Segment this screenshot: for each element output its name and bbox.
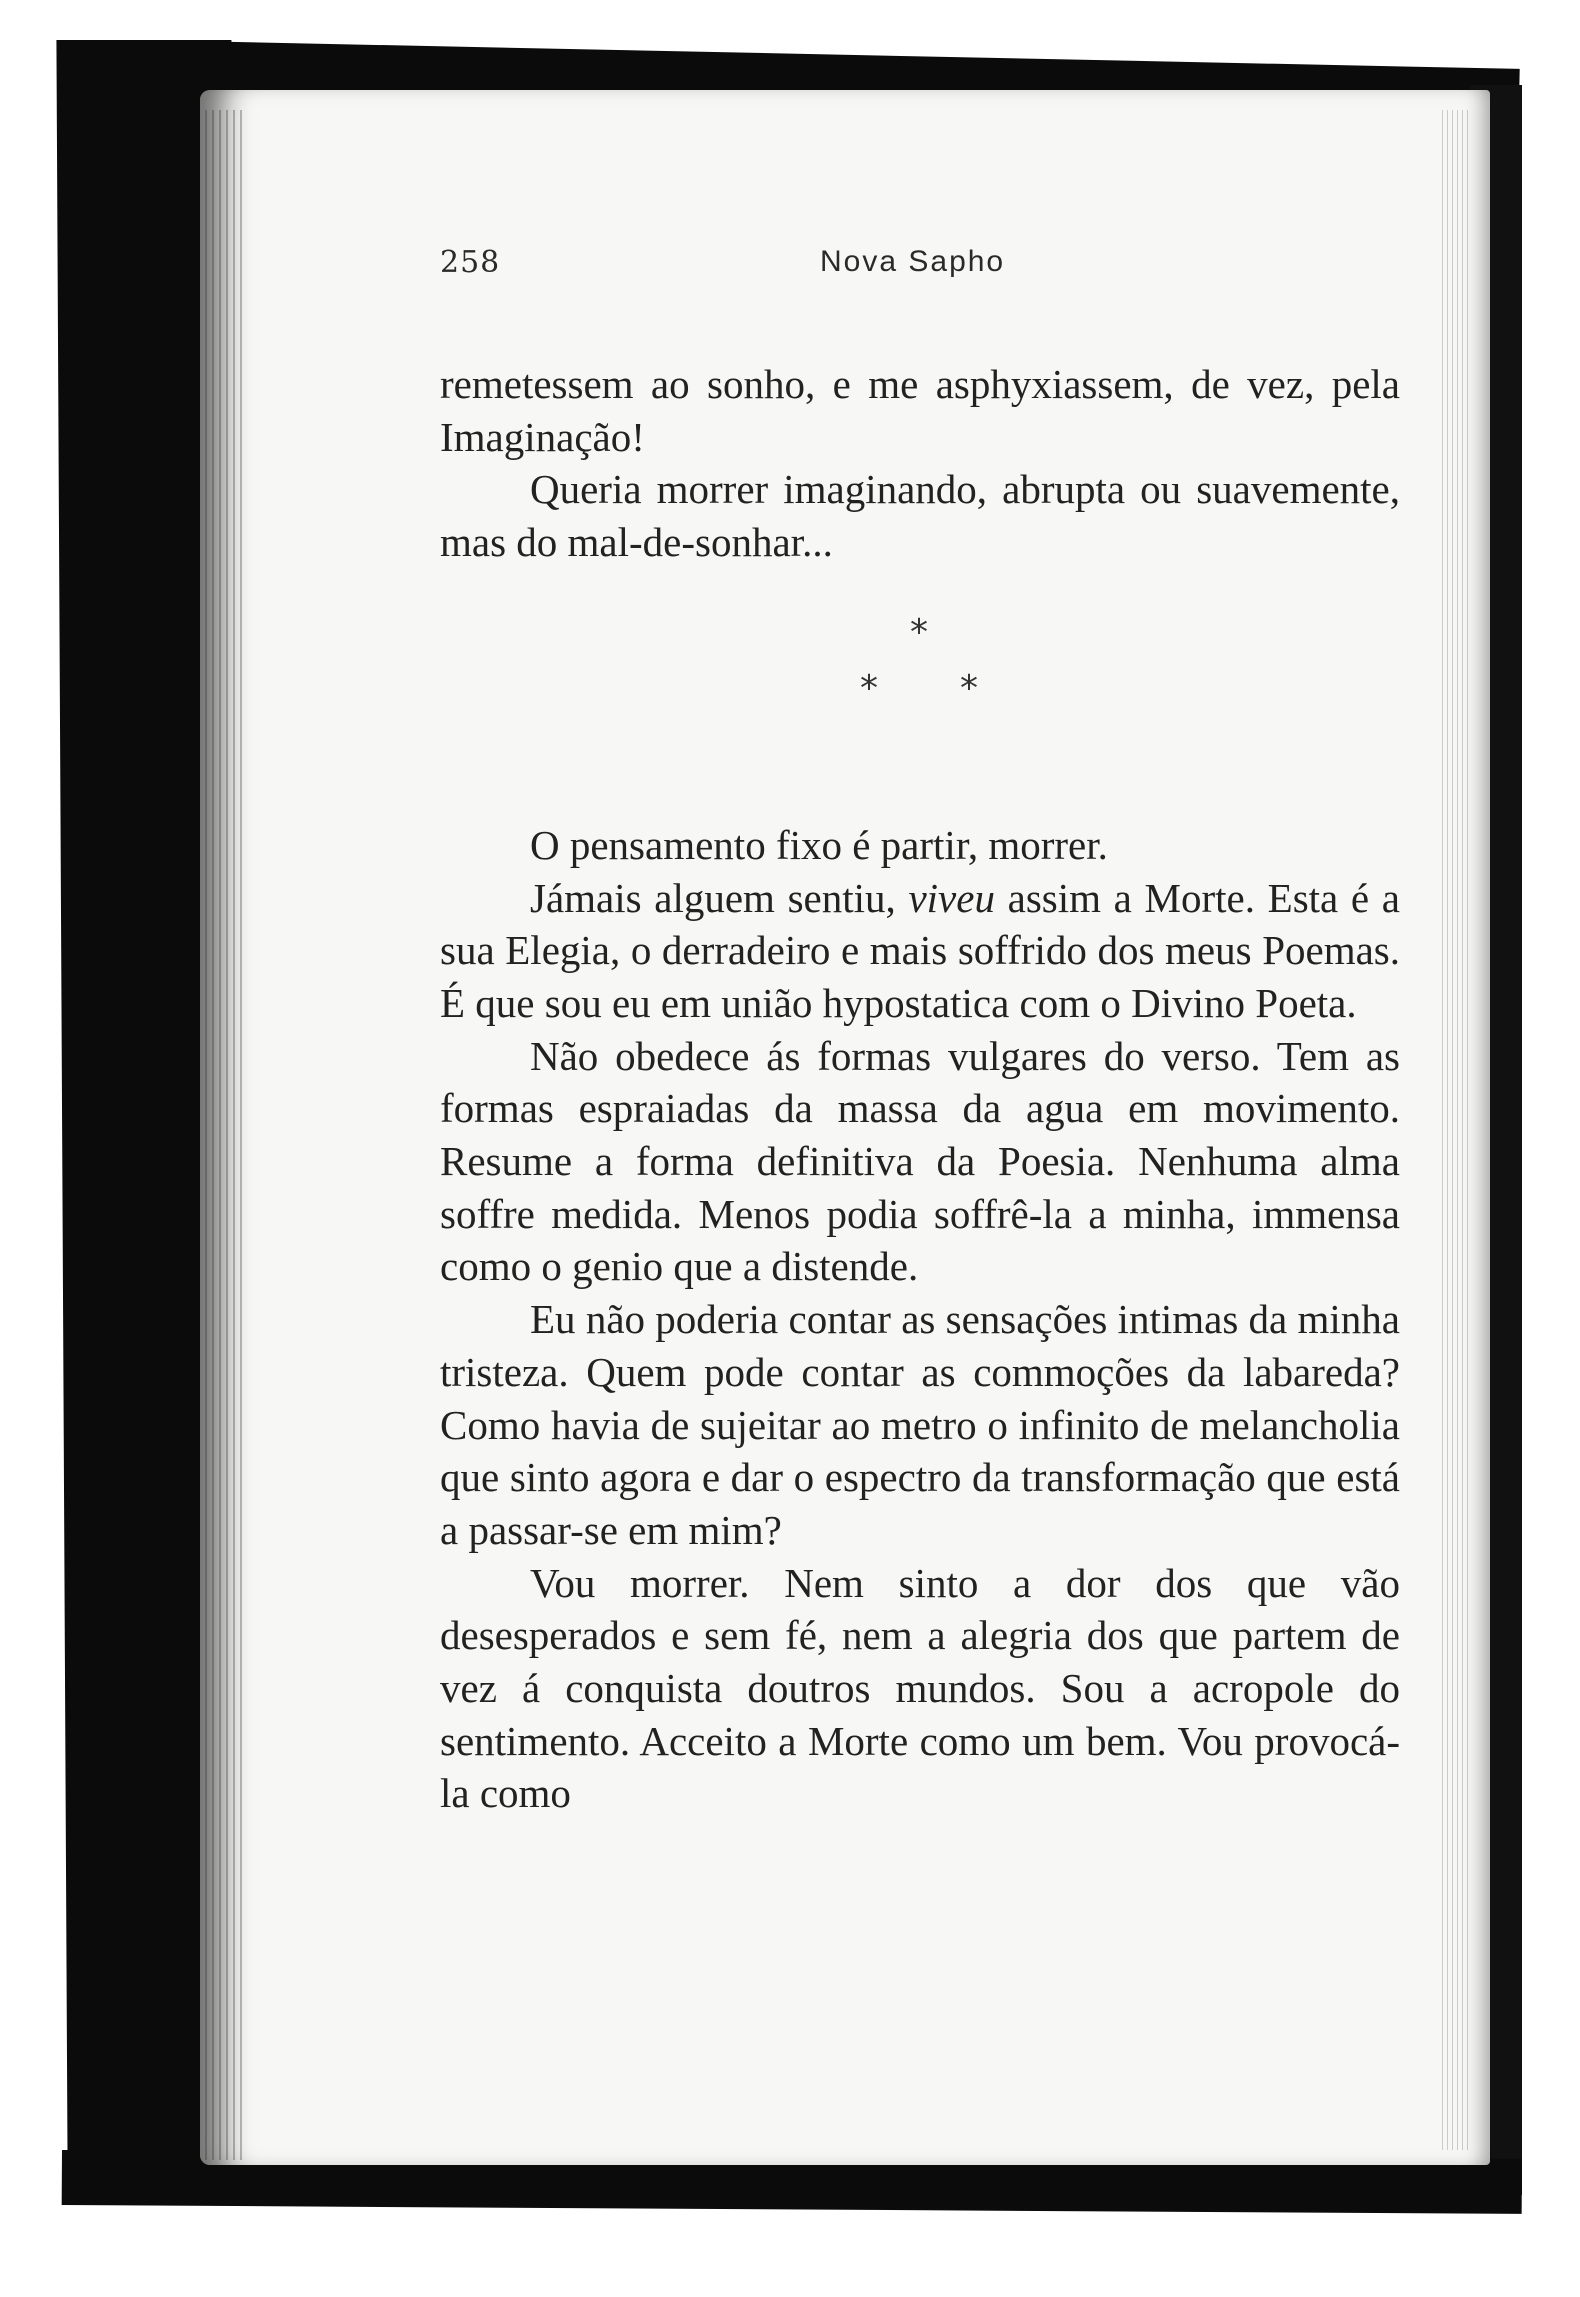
paragraph: Vou morrer. Nem sinto a dor dos que vão desesperados e sem fé, nem a alegria dos que partem de vez á conquista doutros mundos. Sou a acropole do sentimento. Acceito a Morte como um bem. Vou provocá-la como: [440, 1559, 1400, 1817]
page-fore-edge: [1442, 110, 1470, 2150]
body-text: [440, 358, 1400, 1820]
paragraph: remetessem ao sonho, e me asphyxiassem, de vez, pela Imaginação!: [440, 361, 1400, 460]
running-title: Nova Sapho: [820, 245, 1006, 278]
asterisk-top: *: [910, 611, 928, 653]
paragraph: Queria morrer imaginando, abrupta ou suavemente, mas do mal-de-sonhar...: [440, 466, 1400, 566]
page-number: 258: [440, 245, 501, 280]
paragraph: Jámais alguem sentiu, viveu assim a Morte. Esta é a sua Elegia, o derradeiro e mais soffrido dos meus Poemas. É que sou eu em união hypostatica com o Divino Poeta.: [440, 874, 1400, 1026]
asterisk-bottom-right: *: [960, 667, 978, 709]
asterisk-bottom-left: *: [860, 667, 878, 709]
section-break-asterisks: [440, 569, 1400, 819]
paragraph: Não obedece ás formas vulgares do verso. Tem as formas espraiadas da massa da agua em movimento. Resume a forma definitiva da Poesia. Nenhuma alma soffre medida. Menos podia soffrê-la a minha, immensa como o genio que a distende.: [440, 1032, 1400, 1290]
page-gutter: [205, 110, 245, 2160]
italic-word: viveu: [908, 874, 995, 921]
paragraph: Eu não poderia contar as sensações intimas da minha tristeza. Quem pode contar as commoções da labareda? Como havia de sujeitar ao metro o infinito de melancholia que sinto agora e dar o espectro da transformação que está a passar-se em mim?: [440, 1296, 1400, 1553]
running-header: [440, 245, 1200, 285]
paragraph: O pensamento fixo é partir, morrer.: [530, 821, 1108, 868]
